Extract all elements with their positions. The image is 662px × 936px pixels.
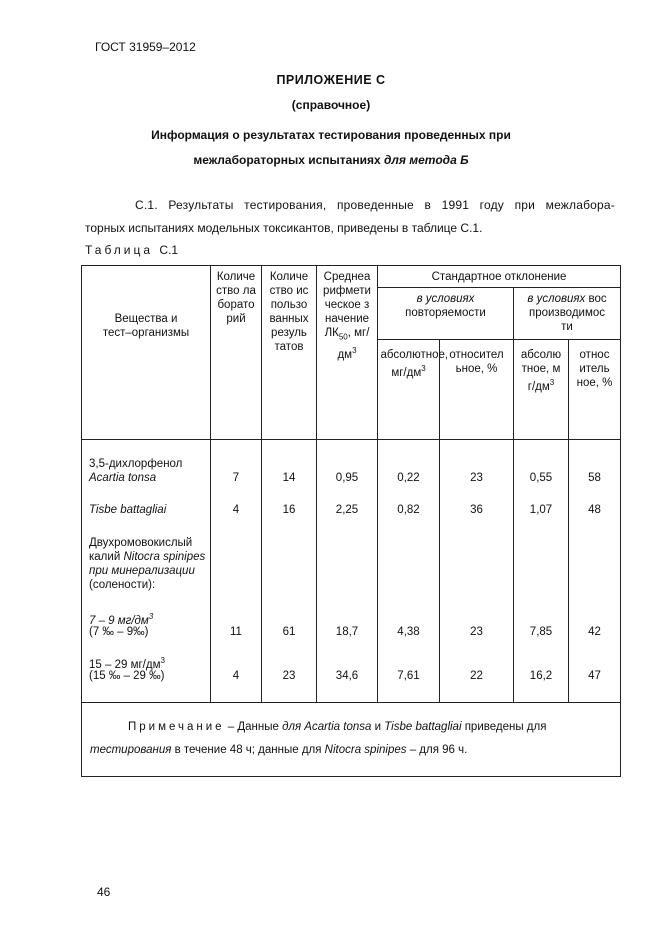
- document-header: ГОСТ 31959–2012: [95, 40, 196, 54]
- results-table: [81, 265, 621, 777]
- header-reproducibility: в условиях воспроизводимости: [514, 288, 621, 340]
- table-caption-number: С.1: [159, 243, 179, 257]
- header-repeatability: в условиях повторяемости: [378, 288, 514, 340]
- header-mean: Среднеарифметическое значение $ЛК_{50}$, $мг/дм^3$: [317, 266, 378, 440]
- col-mean: 0,95 2,25 18,7 34,6: [317, 440, 378, 703]
- table-caption-label: Таблица: [85, 243, 154, 257]
- header-rep-abs: абсолютное, $мг/дм^3$: [378, 340, 440, 440]
- row3-cond2: (7 ‰ – 9‰): [89, 626, 149, 638]
- appendix-title: ПРИЛОЖЕНИЕ С: [276, 73, 386, 87]
- col-repr-rel: 58 48 42 47: [569, 440, 621, 703]
- header-repr-rel: относительное, %: [569, 340, 621, 440]
- info-title-line2-start: межлабораторных испытаниях: [193, 153, 384, 167]
- col-results: 14 16 61 23: [262, 440, 317, 703]
- info-title-line1: Информация о результатах тестирования проведенных при: [151, 128, 511, 142]
- col-repr-abs: 0,55 1,07 7,85 16,2: [514, 440, 569, 703]
- info-title-line2: [0, 153, 662, 167]
- row4-cond: 15 – 29 $мг/дм^3$: [89, 656, 165, 671]
- col-substance: [82, 440, 211, 703]
- row1-name1: 3,5-дихлорфенол: [89, 458, 183, 470]
- col-rep-abs: 0,22 0,82 4,38 7,61: [378, 440, 440, 703]
- row1-name2: Acartia tonsa: [89, 472, 157, 484]
- header-labs: Количество лабораторий: [211, 266, 262, 440]
- header-std: Стандартное отклонение: [378, 266, 621, 288]
- paragraph-line2: торных испытаниях модельных токсикантов, приведены в таблице С.1.: [85, 221, 483, 235]
- paragraph-line1: С.1. Результаты тестирования, проведенные в 1991 году при межлабора-: [135, 198, 615, 212]
- header-rep-rel: относительное, %: [440, 340, 514, 440]
- table-caption: [85, 243, 178, 257]
- header-substance: Вещества и тест–организмы: [82, 266, 211, 440]
- header-repr-abs: абсолютное, $мг/дм^3$: [514, 340, 569, 440]
- table-body: [82, 440, 621, 703]
- table-note-row: [82, 703, 621, 777]
- row4-cond2: (15 ‰ – 29 ‰): [89, 670, 165, 682]
- info-title-line2-italic: для метода Б: [383, 153, 469, 167]
- row3-cond: 7 – 9 $мг/дм^3$: [89, 612, 154, 627]
- header-results: Количество использованных результатов: [262, 266, 317, 440]
- row2-name2: Tisbe battagliai: [89, 504, 167, 516]
- col-labs: 7 4 11 4: [211, 440, 262, 703]
- col-rep-rel: 23 36 23 22: [440, 440, 514, 703]
- row3-name: Двухромовокислый калий Nitocra spinipes при минерализации (солености):: [89, 537, 206, 591]
- table-note: Примечание – Данные для Acartia tonsa и Tisbe battagliai приведены для тестирования в течение 48 ч; данные для Nitocra spinipes – для 96 ч.: [82, 703, 621, 777]
- appendix-subtitle: (справочное): [291, 98, 371, 112]
- page-number: 46: [97, 885, 111, 899]
